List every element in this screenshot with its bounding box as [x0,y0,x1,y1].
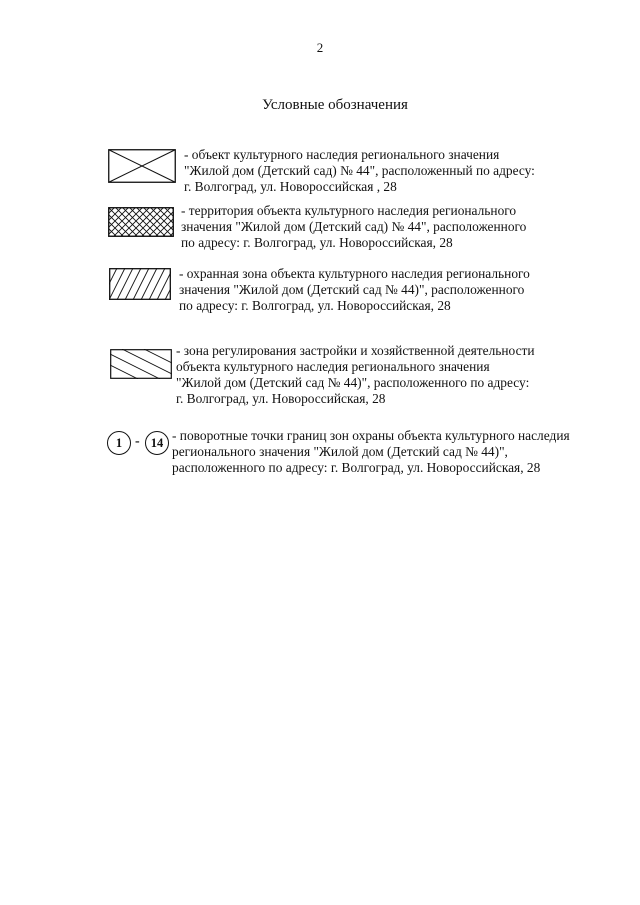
legend-item-territory [0,202,640,254]
legend-item-regulation-zone [0,343,640,411]
legend-text-line: значения "Жилой дом (Детский сад) № 44", расположенного [181,219,527,234]
legend-text-line: - территория объекта культурного наследия регионального [181,203,517,218]
legend-text-line: - поворотные точки границ зон охраны объекта культурного наследия [172,428,570,443]
legend-text-line: "Жилой дом (Детский сад) № 44", расположенный по адресу: [184,163,535,178]
diagonal-hatched-rectangle-icon [109,268,171,300]
cross-hatched-rectangle-icon [108,207,174,237]
turning-points-symbol [107,431,169,457]
legend-description [176,343,535,407]
legend-title: Условные обозначения [262,97,408,113]
legend-description [172,428,570,476]
legend-text-line: г. Волгоград, ул. Новороссийская, 28 [176,391,386,406]
legend-item-protection-zone [0,265,640,317]
legend-description [184,147,535,195]
point-end-circle-icon: 14 [145,431,169,455]
sparse-hatched-rectangle-icon [110,349,172,379]
point-separator: - [135,434,140,449]
crossed-rectangle-icon [108,149,176,183]
legend-text-line: г. Волгоград, ул. Новороссийская , 28 [184,179,397,194]
page-number: 2 [316,40,324,55]
legend-item-turning-points [0,427,640,479]
legend-text-line: - объект культурного наследия регионального значения [184,147,500,162]
legend-text-line: "Жилой дом (Детский сад № 44)", расположенного по адресу: [176,375,530,390]
legend-text-line: значения "Жилой дом (Детский сад № 44)", расположенного [179,282,525,297]
legend-text-line: по адресу: г. Волгоград, ул. Новороссийская, 28 [179,298,451,313]
legend-text-line: - охранная зона объекта культурного наследия регионального [179,266,530,281]
legend-text-line: объекта культурного наследия регионального значения [176,359,490,374]
legend-item-heritage-object [0,145,640,195]
point-start-circle-icon: 1 [107,431,131,455]
legend-description [179,266,530,314]
legend-description [181,203,526,251]
legend-text-line: регионального значения "Жилой дом (Детский сад № 44)", [172,444,508,459]
legend-text-line: - зона регулирования застройки и хозяйственной деятельности [176,343,535,358]
legend-text-line: расположенного по адресу: г. Волгоград, ул. Новороссийская, 28 [172,460,541,475]
legend-text-line: по адресу: г. Волгоград, ул. Новороссийская, 28 [181,235,453,250]
